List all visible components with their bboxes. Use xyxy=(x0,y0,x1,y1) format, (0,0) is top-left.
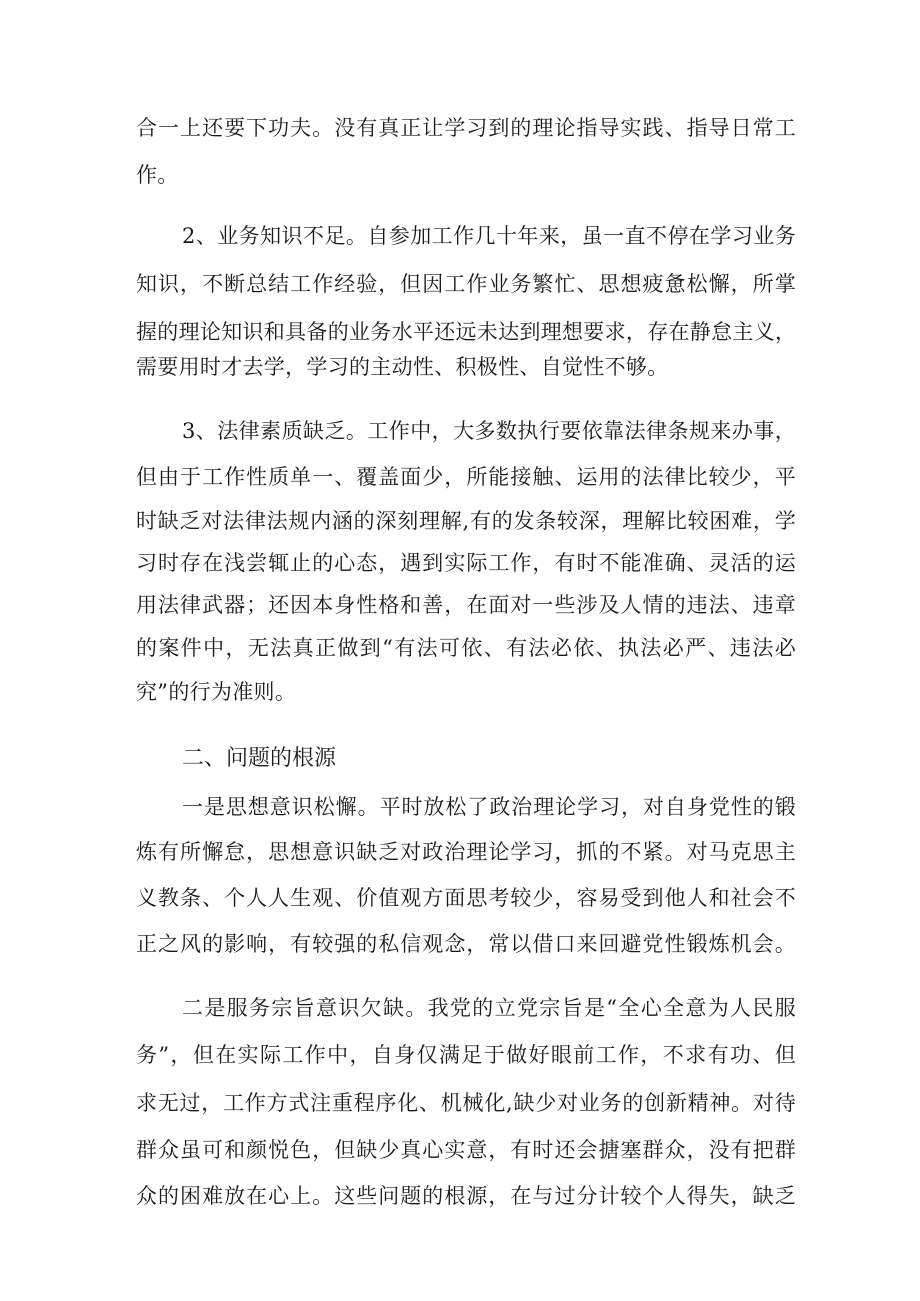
paragraph-line: 但由于工作性质单一、覆盖面少，所能接触、运用的法律比较少，平 xyxy=(136,465,796,489)
paragraph-line: 时缺乏对法律法规内涵的深刻理解,有的发条较深，理解比较困难，学 xyxy=(136,509,796,533)
paragraph-line: 炼有所懈怠，思想意识缺乏对政治理论学习，抓的不紧。对马克思主 xyxy=(136,840,796,864)
paragraph-line: 二是服务宗旨意识欠缺。我党的立党宗旨是“全心全意为人民服 xyxy=(182,996,796,1020)
paragraph-line: 求无过，工作方式注重程序化、机械化,缺少对业务的创新精神。对待 xyxy=(136,1091,796,1115)
paragraph-line: 3、法律素质缺乏。工作中，大多数执行要依靠法律条规来办事， xyxy=(182,419,796,443)
paragraph-line: 习时存在浅尝辄止的心态，遇到实际工作，有时不能准确、灵活的运 xyxy=(136,551,796,575)
paragraph-line: 务”，但在实际工作中，自身仅满足于做好眼前工作，不求有功、但 xyxy=(136,1043,796,1067)
paragraph-line: 合一上还要下功夫。没有真正让学习到的理论指导实践、指导日常工 xyxy=(136,116,796,140)
paragraph-line: 作。 xyxy=(136,163,179,187)
paragraph-line: 需要用时才去学，学习的主动性、积极性、自觉性不够。 xyxy=(136,355,669,379)
paragraph-line: 用法律武器；还因本身性格和善，在面对一些涉及人情的违法、违章 xyxy=(136,593,796,617)
section-heading: 二、问题的根源 xyxy=(182,746,337,771)
paragraph-line: 知识，不断总结工作经验，但因工作业务繁忙、思想疲惫松懈，所掌 xyxy=(136,272,796,296)
paragraph-line: 义教条、个人人生观、价值观方面思考较少，容易受到他人和社会不 xyxy=(136,886,796,910)
paragraph-line: 握的理论知识和具备的业务水平还远未达到理想要求，存在静怠主义， xyxy=(136,320,796,344)
paragraph-line: 正之风的影响，有较强的私信观念，常以借口来回避党性锻炼机会。 xyxy=(136,932,796,956)
paragraph-line: 2、业务知识不足。自参加工作几十年来，虽一直不停在学习业务 xyxy=(182,224,796,248)
paragraph-line: 的案件中，无法真正做到“有法可依、有法必依、执法必严、违法必 xyxy=(136,636,796,660)
paragraph-line: 一是思想意识松懈。平时放松了政治理论学习，对自身党性的锻 xyxy=(182,795,796,819)
paragraph-line: 众的困难放在心上。这些问题的根源，在与过分计较个人得失，缺乏 xyxy=(136,1184,796,1208)
paragraph-line: 群众虽可和颜悦色，但缺少真心实意，有时还会搪塞群众，没有把群 xyxy=(136,1138,796,1162)
paragraph-line: 究”的行为准则。 xyxy=(136,680,297,704)
